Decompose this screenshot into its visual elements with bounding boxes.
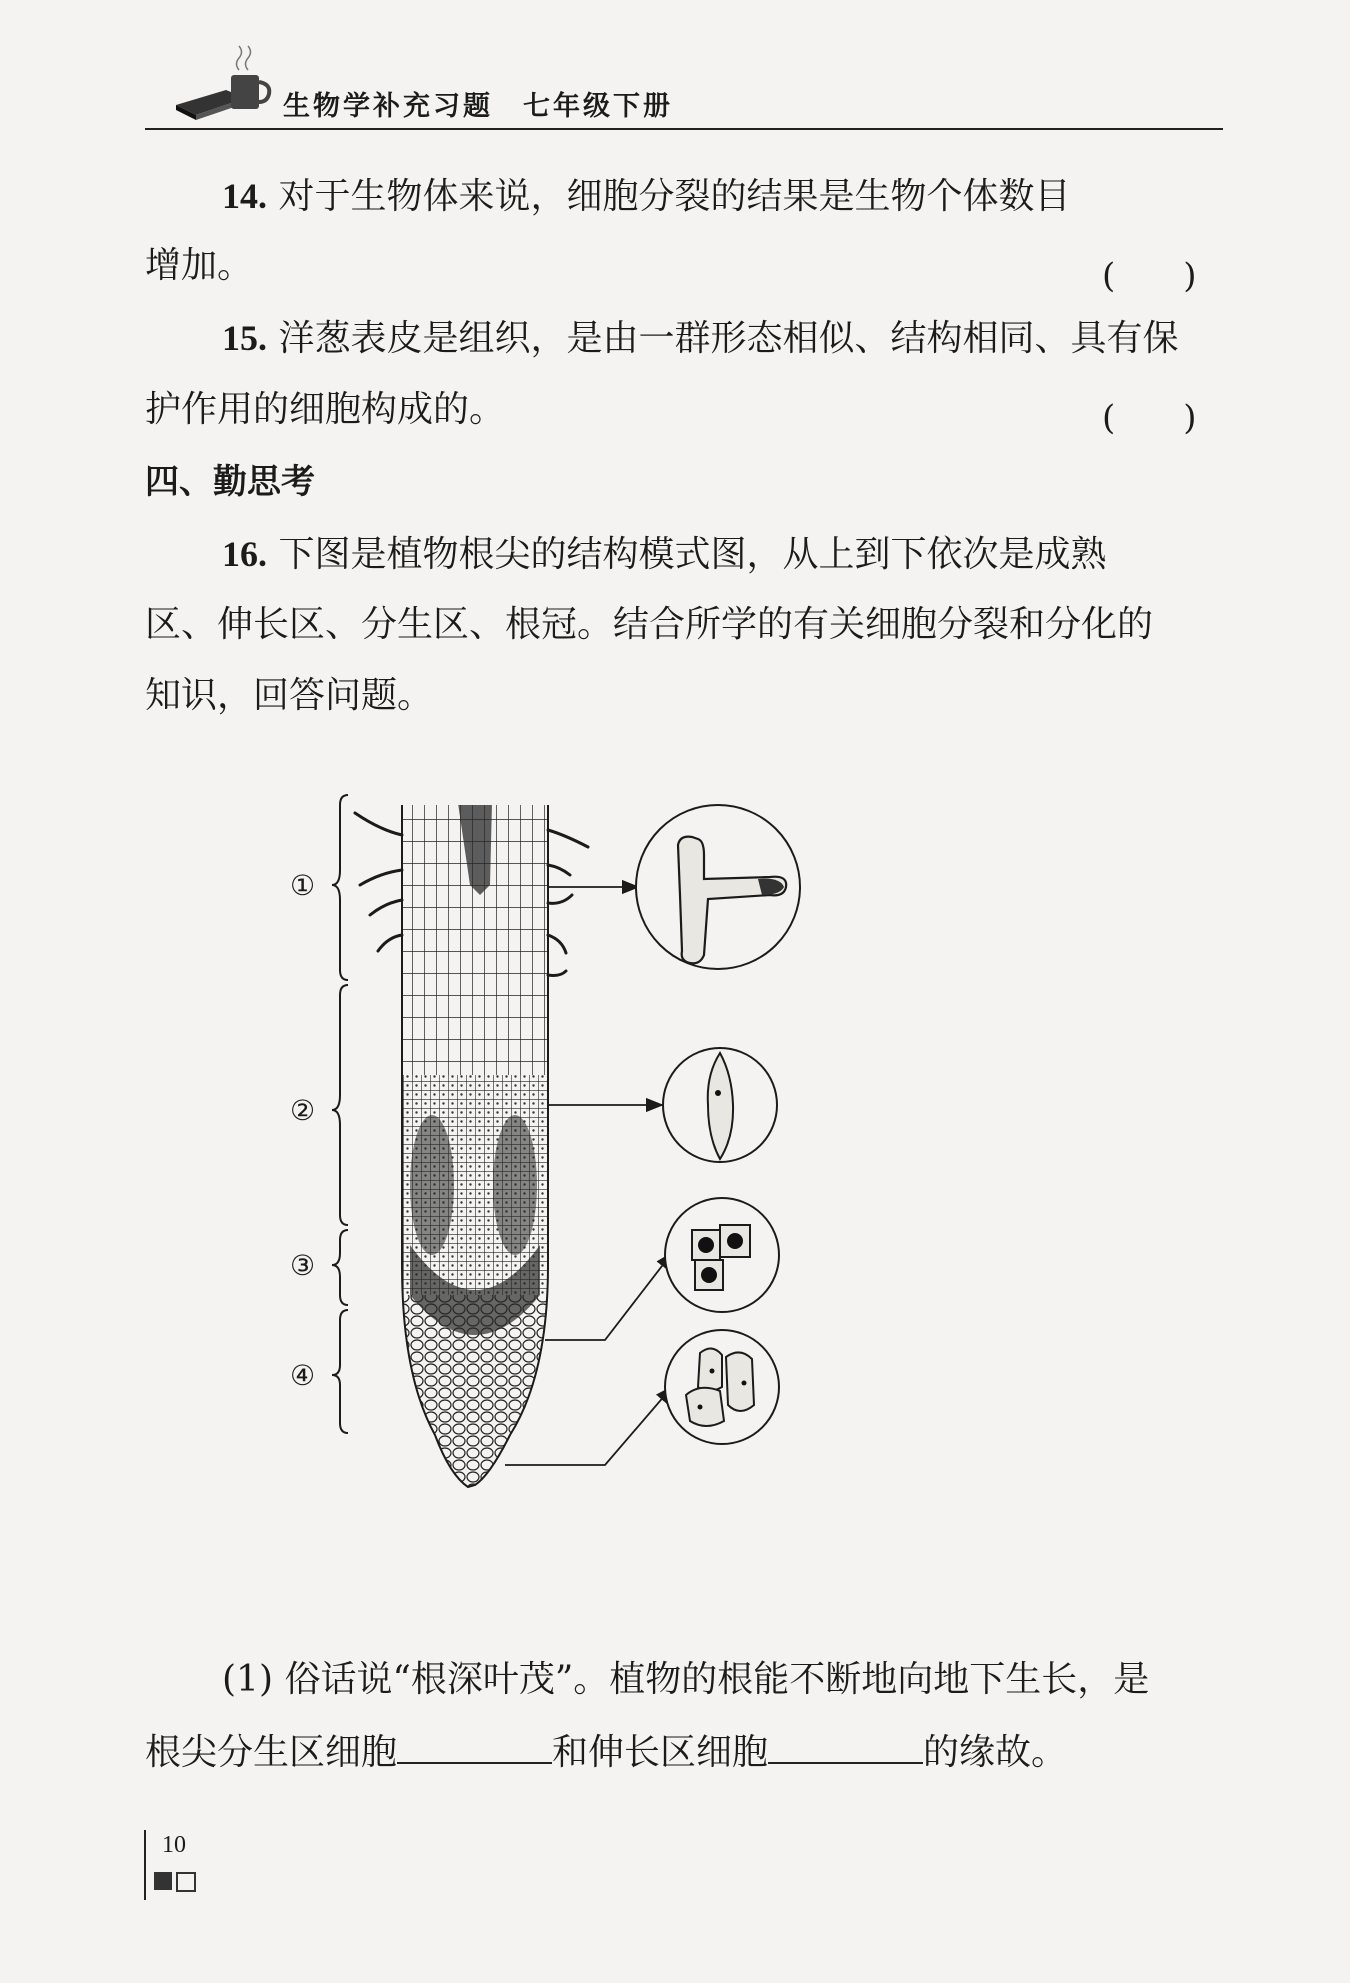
- sub1-line2: [145, 1732, 1067, 1773]
- sub1-text-1: (1) 俗话说“根深叶茂”。植物的根能不断地向地下生长，是: [222, 1659, 1150, 1700]
- zone-labels: [290, 869, 315, 1392]
- page-footer: [140, 1830, 260, 1900]
- filled-square-icon: [154, 1872, 172, 1890]
- elongated-cell-circle: [663, 1048, 777, 1162]
- zone-braces: [332, 795, 348, 1433]
- root-hair-cell-circle: [636, 805, 800, 969]
- answer-blank-2[interactable]: [768, 1732, 923, 1764]
- book-and-mug-icon: [171, 50, 286, 125]
- q14-text-1: 对于生物体来说，细胞分裂的结果是生物个体数目: [278, 176, 1071, 217]
- label-zone-2: ②: [290, 1094, 316, 1127]
- label-zone-4: ④: [290, 1359, 316, 1392]
- q14-answer-bracket[interactable]: ( ): [1102, 256, 1197, 296]
- q16-number: 16.: [222, 534, 267, 574]
- q14-line1: [222, 176, 1070, 217]
- empty-square-icon: [176, 1872, 196, 1892]
- q15-line1: [222, 318, 1178, 359]
- q16-text-3: 知识，回答问题。: [145, 675, 434, 716]
- q16-text-2: 区、伸长区、分生区、根冠。结合所学的有关细胞分裂和分化的: [145, 604, 1154, 645]
- page-number: 10: [162, 1832, 186, 1858]
- q15-text-2: 护作用的细胞构成的。: [145, 389, 506, 430]
- q14-number: 14.: [222, 176, 267, 216]
- sub1-text-2b: 和伸长区细胞: [552, 1732, 769, 1773]
- meristem-cells-circle: [665, 1198, 779, 1312]
- q14-text-2: 增加。: [145, 245, 254, 286]
- q16-text-1: 下图是植物根尖的结构模式图，从上到下依次是成熟: [278, 534, 1107, 575]
- root-tip-diagram: [290, 775, 1040, 1615]
- q16-line1: [222, 534, 1106, 575]
- section-title: 四、勤思考: [145, 462, 315, 502]
- label-zone-1: ①: [290, 869, 316, 902]
- header-title: 生物学补充习题 七年级下册: [283, 91, 673, 122]
- label-zone-3: ③: [290, 1249, 316, 1282]
- root-cap-cells-circle: [665, 1330, 779, 1444]
- answer-blank-1[interactable]: [397, 1732, 552, 1764]
- q15-answer-bracket[interactable]: ( ): [1102, 398, 1197, 438]
- sub1-text-2c: 的缘故。: [923, 1732, 1068, 1773]
- q15-number: 15.: [222, 318, 267, 358]
- sub1-text-2a: 根尖分生区细胞: [145, 1732, 398, 1773]
- page-header: [145, 50, 1223, 130]
- root-body: [400, 803, 550, 1495]
- footer-rule: [144, 1830, 146, 1900]
- header-rule: [145, 128, 1223, 130]
- q15-text-1: 洋葱表皮是组织，是由一群形态相似、结构相同、具有保: [278, 318, 1179, 359]
